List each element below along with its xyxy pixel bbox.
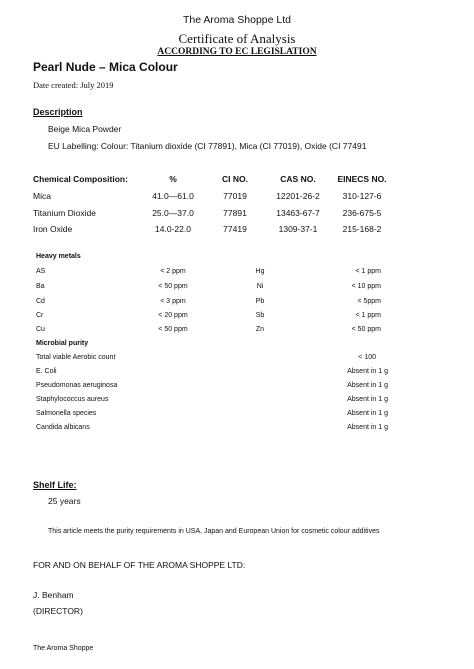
microbe-name: Candida albicans [36,424,90,431]
microbial-heading: Microbial purity [36,340,89,347]
shelf-life-heading: Shelf Life: [33,480,77,490]
heavy-metals-heading: Heavy metals [36,253,81,260]
metal-name: Ni [256,283,264,290]
chem-cas: 13463-67-7 [276,208,320,218]
metal-limit: < 10 ppm [351,283,381,290]
metal-name: Hg [255,268,265,275]
microbe-limit: Absent in 1 g [347,382,388,389]
description-line-2: EU Labelling: Colour: Titanium dioxide (CI 77891), Mica (CI 77019), Oxide (CI 77491 [48,141,367,151]
description-line-1: Beige Mica Powder [48,124,122,134]
chem-einecs: 215-168-2 [342,224,382,234]
metal-name: Cd [36,298,45,305]
footer: The Aroma Shoppe [33,645,94,652]
chem-name: Titanium Dioxide [33,208,96,218]
chem-ci: 77891 [223,208,247,218]
metal-name: Ba [36,283,45,290]
signatory-name: J. Benham [33,590,74,600]
microbe-name: Salmonella species [36,410,97,417]
microbe-name: Staphylococcus aureus [36,396,109,403]
metal-name: Zn [255,326,265,333]
metal-limit: < 3 ppm [160,298,186,305]
behalf-line: FOR AND ON BEHALF OF THE AROMA SHOPPE LTD: [33,560,246,570]
product-name: Pearl Nude – Mica Colour [33,60,178,74]
metal-name: Cr [36,312,44,319]
chem-percent: 14.0-22.0 [155,224,191,234]
chem-cas: 12201-26-2 [276,191,320,201]
microbe-name: Pseudomonas aeruginosa [36,382,118,389]
microbe-limit: < 100 [358,354,376,361]
composition-header-ci: CI NO. [222,174,248,184]
metal-limit: < 2 ppm [160,268,186,275]
chem-cas: 1309-37-1 [278,224,318,234]
microbe-name: E. Coli [36,368,57,375]
metal-limit: < 1 ppm [355,312,381,319]
metal-limit: < 50 ppm [351,326,381,333]
company-name: The Aroma Shoppe Ltd [183,14,291,26]
metal-limit: < 50 ppm [158,326,188,333]
chem-percent: 41.0—61.0 [152,191,194,201]
signatory-role: (DIRECTOR) [33,606,83,616]
metal-limit: < 20 ppm [158,312,188,319]
certificate-title: Certificate of Analysis [178,31,296,46]
metal-name: Pb [255,298,265,305]
chem-einecs: 236-675-5 [342,208,382,218]
composition-header-einecs: EINECS NO. [337,174,387,184]
chem-percent: 25.0—37.0 [152,208,194,218]
chem-ci: 77419 [223,224,247,234]
metal-name: AS [36,268,46,275]
date-created: Date created: July 2019 [33,80,114,90]
shelf-life-value: 25 years [48,496,81,506]
certificate-subtitle: ACCORDING TO EC LEGISLATION [157,47,317,57]
composition-header-cas: CAS NO. [280,174,316,184]
chem-name: Mica [33,191,51,201]
composition-header-name: Chemical Composition: [33,174,128,184]
metal-limit: < 5ppm [357,298,381,305]
metal-name: Cu [36,326,45,333]
metal-limit: < 50 ppm [158,283,188,290]
microbe-limit: Absent in 1 g [347,424,388,431]
purity-statement: This article meets the purity requirements in USA, Japan and European Union for cosmetic colour additives [48,528,380,535]
composition-header-percent: % [169,174,177,184]
microbe-name: Total viable Aerobic count [36,354,116,361]
microbe-limit: Absent in 1 g [347,410,388,417]
chem-name: Iron Oxide [33,224,73,234]
chem-einecs: 310-127-6 [342,191,382,201]
metal-limit: < 1 ppm [355,268,381,275]
chem-ci: 77019 [223,191,247,201]
description-heading: Description [33,107,83,117]
microbe-limit: Absent in 1 g [347,396,388,403]
microbe-limit: Absent in 1 g [347,368,388,375]
metal-name: Sb [255,312,265,319]
